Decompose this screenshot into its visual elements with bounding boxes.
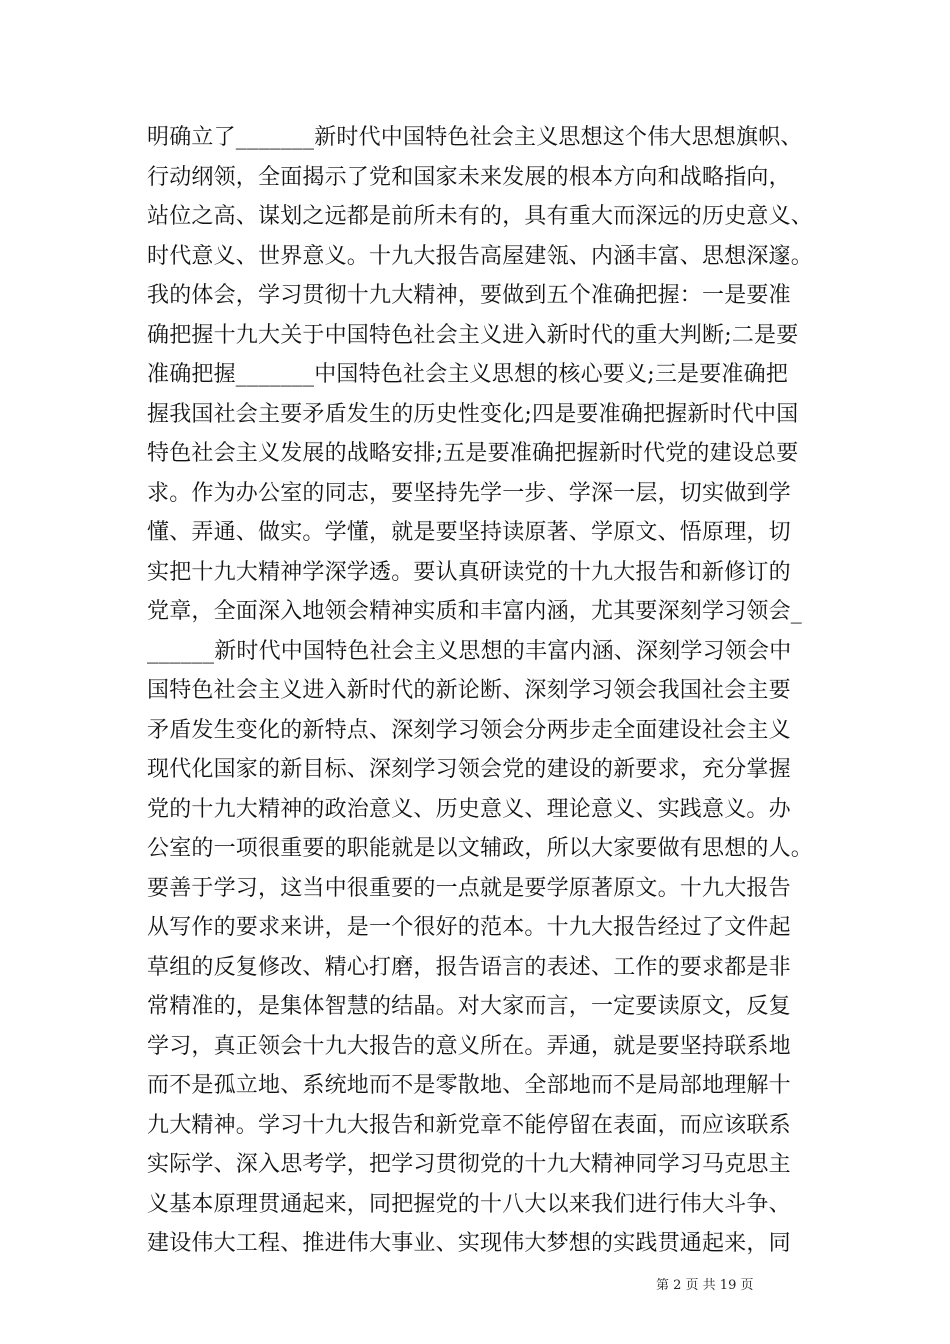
text-line: 确把握十九大关于中国特色社会主义进入新时代的重大判断;二是要 xyxy=(147,322,799,348)
text-line: 义基本原理贯通起来，同把握党的十八大以来我们进行伟大斗争、 xyxy=(147,1191,791,1217)
text-line: 要善于学习，这当中很重要的一点就是要学原著原文。十九大报告 xyxy=(147,875,791,901)
text-line: 求。作为办公室的同志，要坚持先学一步、学深一层，切实做到学 xyxy=(147,480,791,506)
text-line: 党的十九大精神的政治意义、历史意义、理论意义、实践意义。办 xyxy=(147,796,791,822)
text-line: ______新时代中国特色社会主义思想的丰富内涵、深刻学习领会中 xyxy=(147,638,792,664)
text-line: 建设伟大工程、推进伟大事业、实现伟大梦想的实践贯通起来，同 xyxy=(147,1231,791,1256)
text-line: 从写作的要求来讲，是一个很好的范本。十九大报告经过了文件起 xyxy=(147,915,791,940)
text-line: 行动纲领，全面揭示了党和国家未来发展的根本方向和战略指向， xyxy=(147,164,791,190)
text-line: 而不是孤立地、系统地而不是零散地、全部地而不是局部地理解十 xyxy=(147,1073,791,1098)
text-line: 明确立了_______新时代中国特色社会主义思想这个伟大思想旗帜、 xyxy=(147,125,803,150)
text-line: 握我国社会主要矛盾发生的历史性变化;四是要准确把握新时代中国 xyxy=(147,401,799,427)
text-line: 党章，全面深入地领会精神实质和丰富内涵，尤其要深刻学习领会_ xyxy=(147,599,803,624)
text-line: 九大精神。学习十九大报告和新党章不能停留在表面，而应该联系 xyxy=(147,1112,791,1138)
text-line: 公室的一项很重要的职能就是以文辅政，所以大家要做有思想的人。 xyxy=(147,836,814,861)
text-line: 现代化国家的新目标、深刻学习领会党的建设的新要求，充分掌握 xyxy=(147,757,791,782)
text-line: 我的体会，学习贯彻十九大精神，要做到五个准确把握：一是要准 xyxy=(147,283,791,308)
text-line: 站位之高、谋划之远都是前所未有的，具有重大而深远的历史意义、 xyxy=(147,204,814,229)
text-line: 懂、弄通、做实。学懂，就是要坚持读原著、学原文、悟原理，切 xyxy=(147,520,791,545)
text-line: 国特色社会主义进入新时代的新论断、深刻学习领会我国社会主要 xyxy=(147,678,791,703)
text-line: 时代意义、世界意义。十九大报告高屋建瓴、内涵丰富、思想深邃。 xyxy=(147,243,814,269)
text-line: 特色社会主义发展的战略安排;五是要准确把握新时代党的建设总要 xyxy=(147,441,799,466)
text-line: 实际学、深入思考学，把学习贯彻党的十九大精神同学习马克思主 xyxy=(147,1152,791,1177)
text-line: 常精准的，是集体智慧的结晶。对大家而言，一定要读原文，反复 xyxy=(147,994,791,1019)
text-line: 草组的反复修改、精心打磨，报告语言的表述、工作的要求都是非 xyxy=(147,954,791,980)
text-line: 准确把握_______中国特色社会主义思想的核心要义;三是要准确把 xyxy=(147,362,789,387)
text-line: 学习，真正领会十九大报告的意义所在。弄通，就是要坚持联系地 xyxy=(147,1033,791,1059)
page-number-footer: 第 2 页 共 19 页 xyxy=(656,1278,754,1293)
text-line: 矛盾发生变化的新特点、深刻学习领会分两步走全面建设社会主义 xyxy=(147,717,791,743)
text-line: 实把十九大精神学深学透。要认真研读党的十九大报告和新修订的 xyxy=(147,559,791,585)
body-text xyxy=(147,118,837,1264)
